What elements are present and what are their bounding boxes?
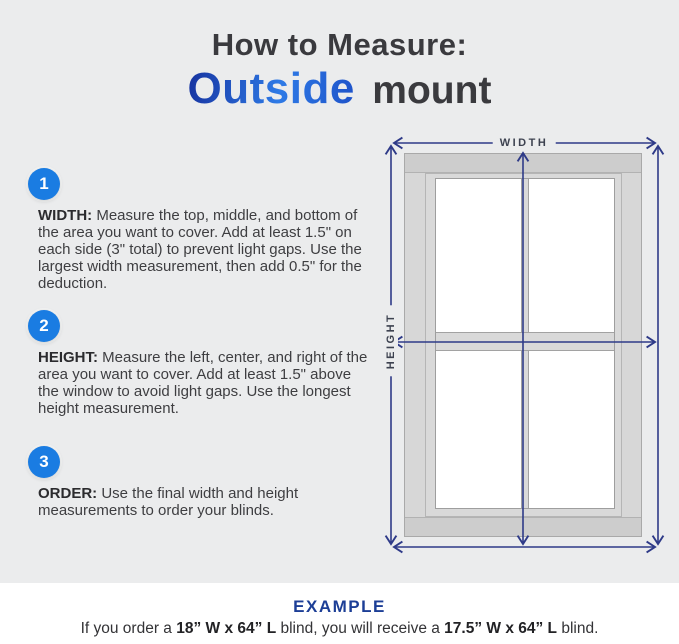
step-2-number-badge: 2 [28,310,60,342]
width-dimension-label: WIDTH [493,136,556,150]
example-middle: blind, you will receive a [276,620,445,637]
example-sentence [0,620,679,638]
step-order [28,446,374,519]
step-2-label: HEIGHT: [38,349,98,366]
example-suffix: blind. [557,620,599,637]
step-3-body: Use the final width and height measurements to order your blinds. [38,485,299,519]
example-footer [0,583,679,644]
step-1-body: Measure the top, middle, and bottom of the area you want to cover. Add at least 1.5" on each side (3" total) to prevent light gaps. Use the largest width measurement, then add 0.5" for the deduction. [38,207,362,292]
step-3-text [38,485,374,519]
example-prefix: If you order a [80,620,177,637]
step-3-label: ORDER: [38,485,98,502]
step-2-body: Measure the left, center, and right of the area you want to cover. Add at least 1.5" above the window to avoid light gaps. Use the longest height measurement. [38,349,368,417]
example-heading: EXAMPLE [293,597,386,616]
step-width [28,168,374,292]
step-1-label: WIDTH: [38,207,93,224]
step-3-number-badge: 3 [28,446,60,478]
step-2-text [38,349,374,417]
step-height [28,310,374,417]
step-1-text [38,207,374,292]
title-mount-word: mount [372,69,492,112]
example-receive-size: 17.5” W x 64” L [444,620,558,637]
example-order-size: 18” W x 64” L [176,620,277,637]
title-outside-word: Outside [187,64,355,113]
step-1-number-badge: 1 [28,168,60,200]
height-dimension-label: HEIGHT [384,306,398,377]
measurement-arrows [375,128,675,564]
title-line-1: How to Measure: [211,27,468,62]
title-line-2 [0,64,679,114]
page-title [0,27,679,114]
